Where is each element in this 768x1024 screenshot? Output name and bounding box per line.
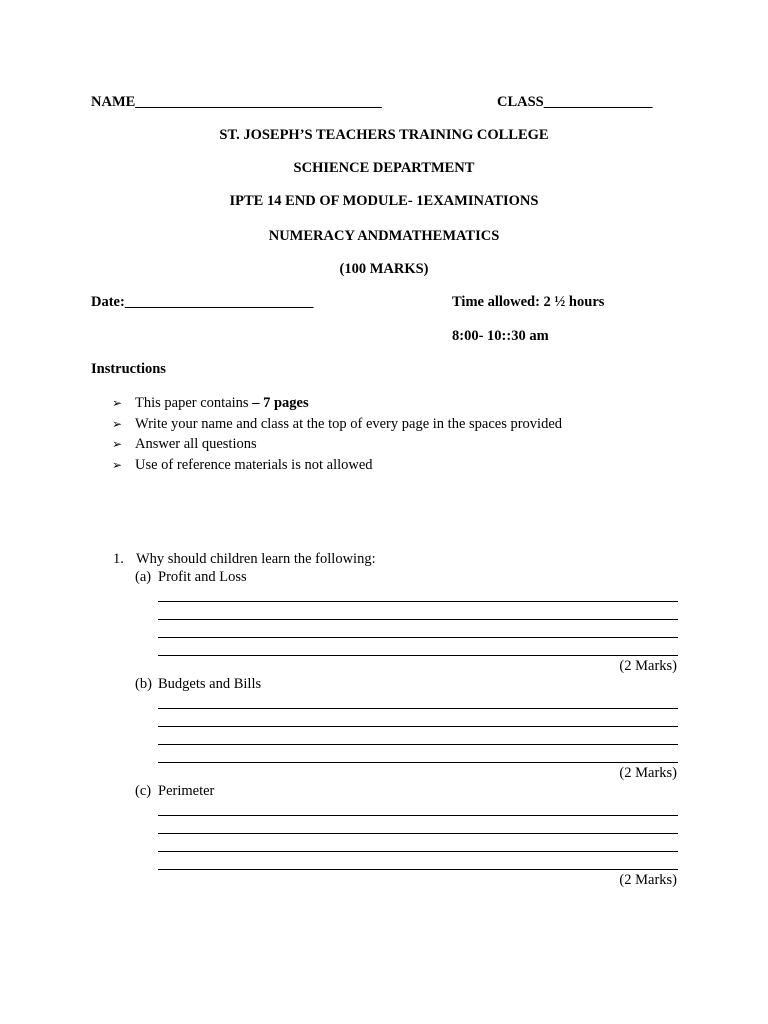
part-label: (b) (135, 676, 152, 692)
answer-line[interactable] (158, 815, 678, 816)
part-text: Perimeter (158, 783, 215, 799)
answer-line[interactable] (158, 708, 678, 709)
instruction-text: Write your name and class at the top of every page in the spaces provided (135, 415, 563, 432)
class-field-label: CLASS_______________ (497, 94, 653, 110)
arrow-bullet-icon: ➢ (112, 396, 123, 410)
answer-line[interactable] (158, 601, 678, 602)
arrow-bullet-icon: ➢ (112, 457, 123, 472)
instruction-item (112, 455, 562, 476)
instruction-item (112, 393, 562, 414)
instruction-item (112, 434, 562, 455)
answer-line[interactable] (158, 619, 678, 620)
college-title: ST. JOSEPH’S TEACHERS TRAINING COLLEGE (219, 127, 549, 143)
total-marks: (100 MARKS) (339, 261, 429, 277)
part-label: (a) (135, 569, 152, 585)
instruction-item (112, 414, 562, 435)
arrow-bullet-icon: ➢ (112, 416, 123, 431)
instruction-text: Use of reference materials is not allowed (135, 456, 373, 473)
date-field-label: Date:__________________________ (91, 294, 314, 310)
answer-line[interactable] (158, 851, 678, 852)
part-label: (c) (135, 783, 152, 799)
part-text: Profit and Loss (158, 569, 247, 585)
time-range: 8:00- 10::30 am (452, 328, 549, 344)
answer-line[interactable] (158, 762, 678, 763)
answer-line[interactable] (158, 655, 678, 656)
time-allowed: Time allowed: 2 ½ hours (452, 294, 605, 310)
instructions-list (112, 393, 562, 475)
exam-title: IPTE 14 END OF MODULE- 1EXAMINATIONS (229, 193, 539, 209)
subject-title: NUMERACY ANDMATHEMATICS (268, 228, 500, 244)
arrow-bullet-icon: ➢ (112, 437, 123, 452)
part-marks: (2 Marks) (619, 765, 677, 781)
part-marks: (2 Marks) (619, 872, 677, 888)
answer-line[interactable] (158, 637, 678, 638)
answer-line[interactable] (158, 726, 678, 727)
question-number: 1. (113, 551, 124, 567)
answer-line[interactable] (158, 833, 678, 834)
answer-line[interactable] (158, 744, 678, 745)
instruction-text: Answer all questions (135, 436, 257, 453)
instruction-text: This paper contains – 7 pages (135, 395, 309, 411)
name-field-label: NAME__________________________________ (91, 94, 382, 110)
instructions-heading: Instructions (91, 361, 166, 377)
part-marks: (2 Marks) (619, 658, 677, 674)
question-text: Why should children learn the following: (136, 551, 376, 567)
answer-line[interactable] (158, 869, 678, 870)
department-title: SCHIENCE DEPARTMENT (293, 160, 475, 176)
part-text: Budgets and Bills (158, 676, 262, 692)
